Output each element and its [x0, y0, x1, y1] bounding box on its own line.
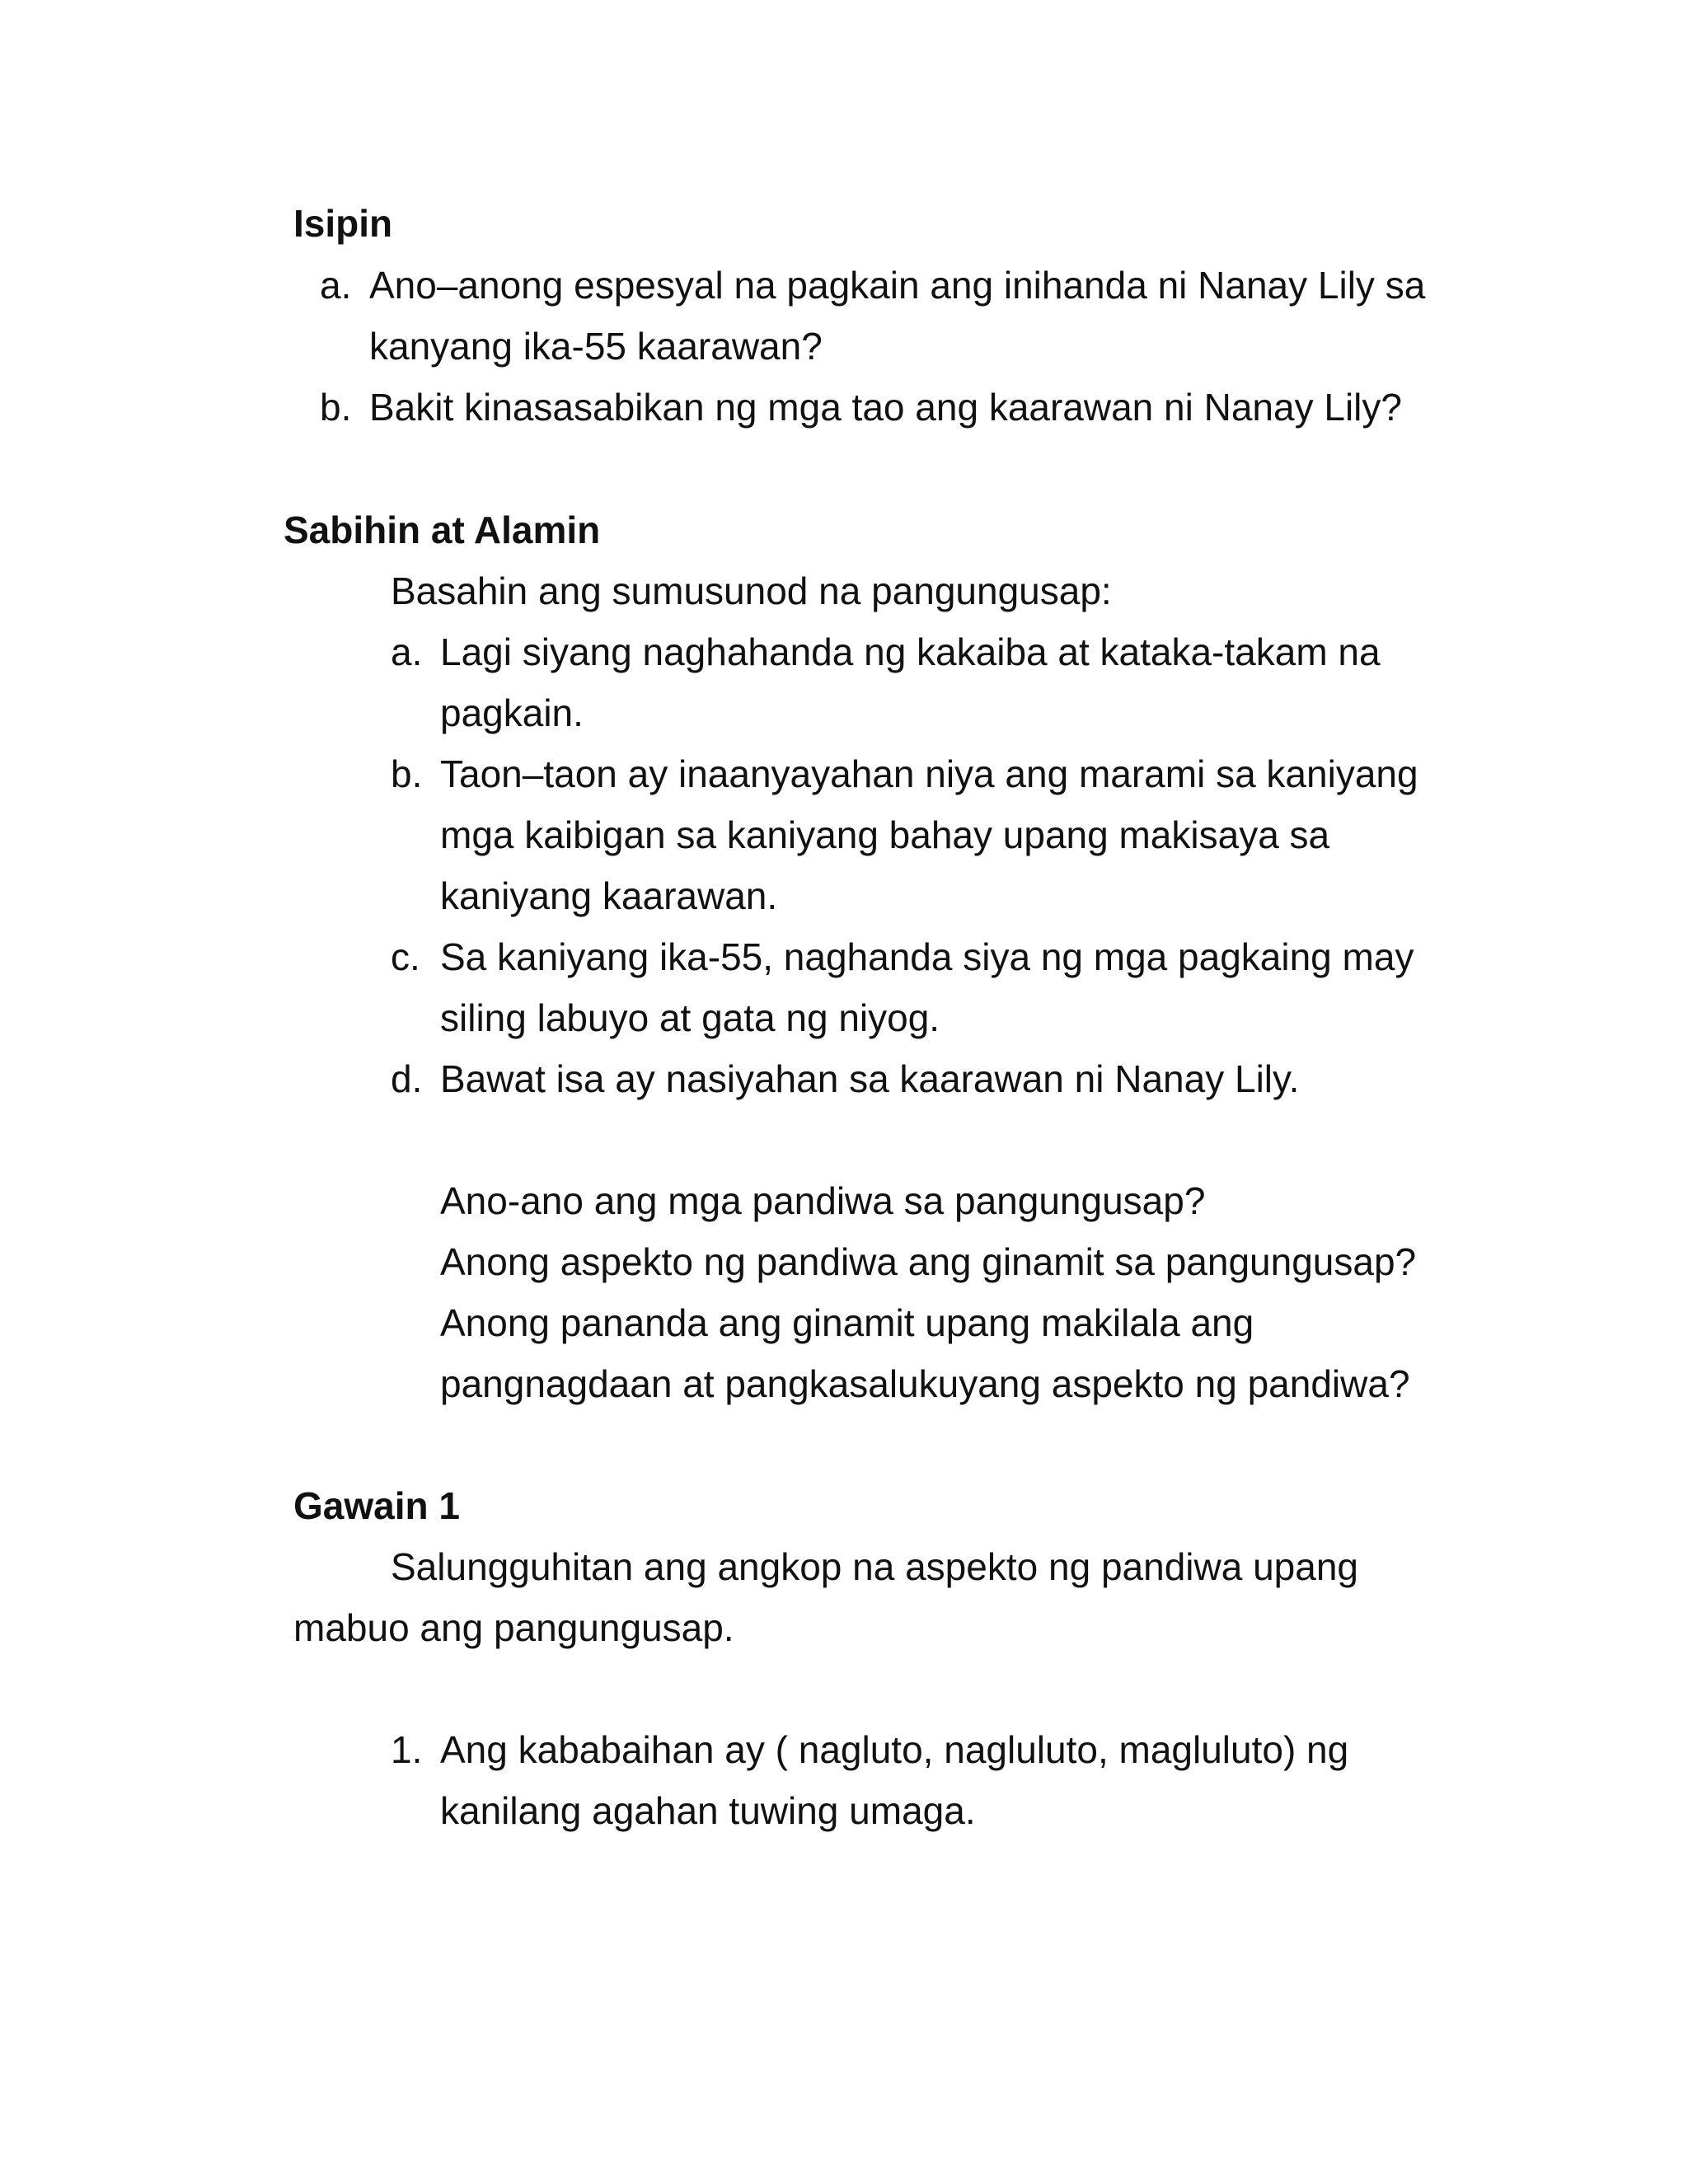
list-item-line: kanyang ika-55 kaarawan?: [369, 325, 823, 368]
question-line: Anong pananda ang ginamit upang makilala ang: [440, 1301, 1254, 1344]
list-marker: a.: [391, 630, 423, 673]
question-line: pangnagdaan at pangkasalukuyang aspekto ng pandiwa?: [440, 1362, 1410, 1405]
intro-text: Basahin ang sumusunod na pangungusap:: [391, 569, 1112, 612]
list-item-line: kanilang agahan tuwing umaga.: [440, 1789, 976, 1832]
list-marker: d.: [391, 1057, 423, 1100]
list-item-line: Bawat isa ay nasiyahan sa kaarawan ni Nanay Lily.: [440, 1057, 1300, 1100]
section-heading-sabihin: Sabihin at Alamin: [284, 509, 601, 551]
list-marker: 1.: [391, 1728, 423, 1771]
list-item-line: Sa kaniyang ika-55, naghanda siya ng mga pagkaing may: [440, 935, 1414, 978]
list-item-line: pagkain.: [440, 691, 584, 734]
section-heading-isipin: Isipin: [293, 202, 393, 245]
question-line: Anong aspekto ng pandiwa ang ginamit sa pangungusap?: [440, 1240, 1417, 1283]
list-item-line: kaniyang kaarawan.: [440, 874, 778, 917]
list-item-line: Ano–anong espesyal na pagkain ang inihanda ni Nanay Lily sa: [369, 264, 1426, 307]
list-item-line: Taon–taon ay inaanyayahan niya ang marami sa kaniyang: [440, 752, 1418, 795]
list-marker: b.: [391, 752, 423, 795]
list-marker: b.: [320, 386, 352, 429]
list-marker: c.: [391, 935, 420, 978]
list-item-line: Ang kababaihan ay ( nagluto, nagluluto, magluluto) ng: [440, 1728, 1349, 1771]
section-heading-gawain: Gawain 1: [293, 1484, 460, 1527]
list-item-line: Bakit kinasasabikan ng mga tao ang kaarawan ni Nanay Lily?: [369, 386, 1402, 429]
list-item-line: Lagi siyang naghahanda ng kakaiba at kataka-takam na: [440, 630, 1381, 673]
list-item-line: mga kaibigan sa kaniyang bahay upang makisaya sa: [440, 813, 1330, 856]
list-marker: a.: [320, 264, 352, 307]
instruction-line: Salungguhitan ang angkop na aspekto ng pandiwa upang: [391, 1545, 1358, 1588]
question-line: Ano-ano ang mga pandiwa sa pangungusap?: [440, 1179, 1206, 1222]
list-item-line: siling labuyo at gata ng niyog.: [440, 996, 940, 1039]
instruction-line: mabuo ang pangungusap.: [293, 1606, 734, 1649]
